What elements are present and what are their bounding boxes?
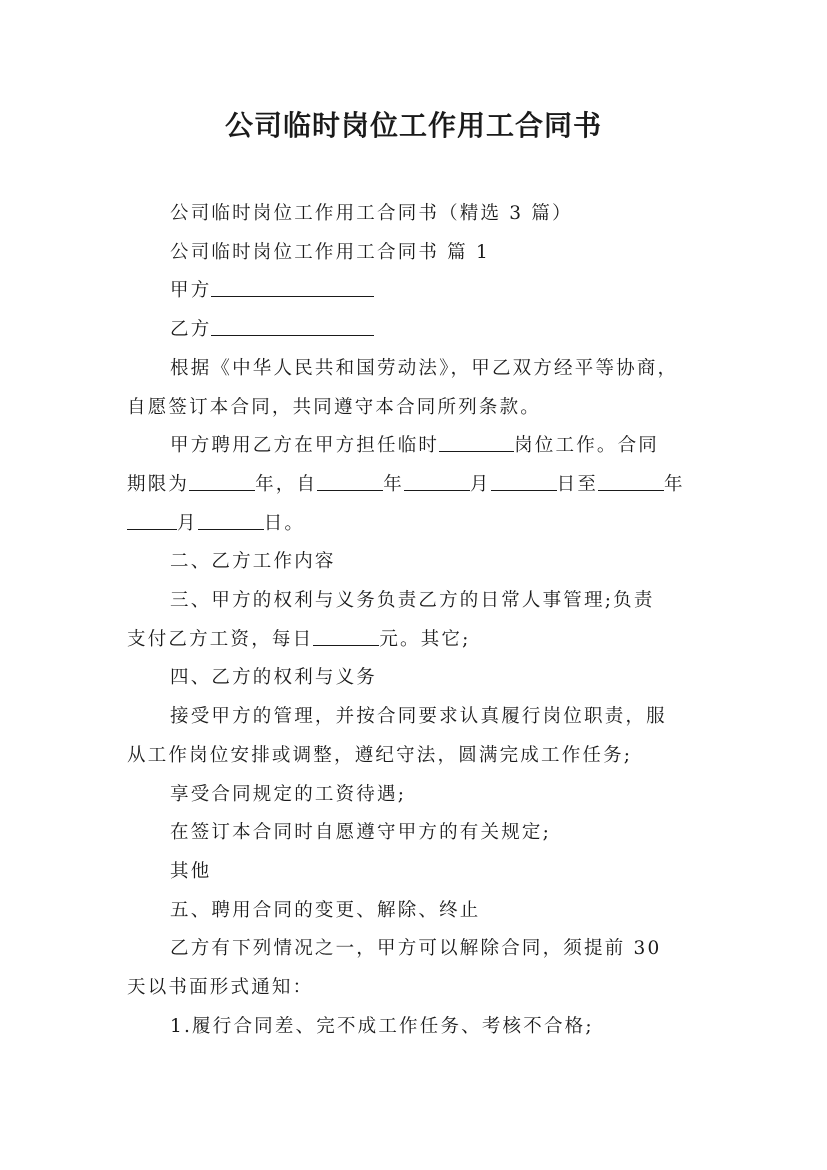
start-day-blank <box>491 471 557 491</box>
term-text: 年，自 <box>255 473 318 495</box>
document-title: 公司临时岗位工作用工合同书 <box>224 109 602 142</box>
wage-text: 支付乙方工资，每日 <box>127 628 314 650</box>
daily-wage-blank <box>313 626 379 646</box>
section-5-heading: 五、聘用合同的变更、解除、终止 <box>170 899 481 921</box>
party-b-blank <box>211 317 374 337</box>
term-text: 甲方聘用乙方在甲方担任临时 <box>170 435 440 457</box>
part-heading: 公司临时岗位工作用工合同书 篇 1 <box>170 241 490 263</box>
term-text: 年 <box>383 473 404 495</box>
term-text: 期限为 <box>127 473 190 495</box>
party-b-line <box>127 311 702 350</box>
right-line-2: 在签订本合同时自愿遵守甲方的有关规定; <box>170 822 552 844</box>
term-text: 日。 <box>263 512 306 534</box>
party-a-line <box>127 272 702 311</box>
term-line-3 <box>127 505 702 544</box>
subtitle: 公司临时岗位工作用工合同书（精选 3 篇） <box>170 203 573 224</box>
wage-text: 元。其它; <box>379 628 471 650</box>
position-blank <box>439 433 514 453</box>
party-b-label: 乙方 <box>170 319 212 341</box>
section-3-line-2 <box>127 621 702 660</box>
start-month-blank <box>404 471 470 491</box>
right-line-1: 享受合同规定的工资待遇; <box>170 783 407 805</box>
duty-line-1: 接受甲方的管理，并按合同要求认真履行岗位职责，服 <box>170 706 667 728</box>
party-a-blank <box>211 278 374 298</box>
document-body <box>127 195 702 1046</box>
section-3-line-1: 三、甲方的权利与义务负责乙方的日常人事管理;负责 <box>170 590 655 612</box>
term-text: 日至 <box>556 473 599 495</box>
term-text: 月 <box>177 512 198 534</box>
section-2-heading: 二、乙方工作内容 <box>170 551 336 573</box>
years-blank <box>189 471 255 491</box>
section-4-heading: 四、乙方的权利与义务 <box>170 667 378 689</box>
party-a-label: 甲方 <box>170 280 212 302</box>
end-year-blank <box>598 471 664 491</box>
cancel-line-1: 乙方有下列情况之一，甲方可以解除合同，须提前 30 <box>170 938 662 960</box>
cancel-line-2: 天以书面形式通知： <box>127 977 314 999</box>
term-text: 月 <box>469 473 491 495</box>
duty-line-2: 从工作岗位安排或调整，遵纪守法，圆满完成工作任务; <box>127 744 633 766</box>
other-line: 其他 <box>170 860 212 882</box>
end-day-blank <box>198 510 264 530</box>
term-text: 岗位工作。合同 <box>514 435 660 457</box>
term-line-1 <box>127 427 702 466</box>
basis-line-2: 自愿签订本合同，共同遵守本合同所列条款。 <box>127 396 542 418</box>
item-1-line: 1.履行合同差、完不成工作任务、考核不合格; <box>170 1015 594 1037</box>
basis-line-1: 根据《中华人民共和国劳动法》，甲乙双方经平等协商， <box>170 357 679 379</box>
end-month-blank <box>127 510 177 530</box>
start-year-blank <box>317 471 383 491</box>
term-text: 年 <box>664 473 685 495</box>
term-line-2 <box>127 466 702 505</box>
